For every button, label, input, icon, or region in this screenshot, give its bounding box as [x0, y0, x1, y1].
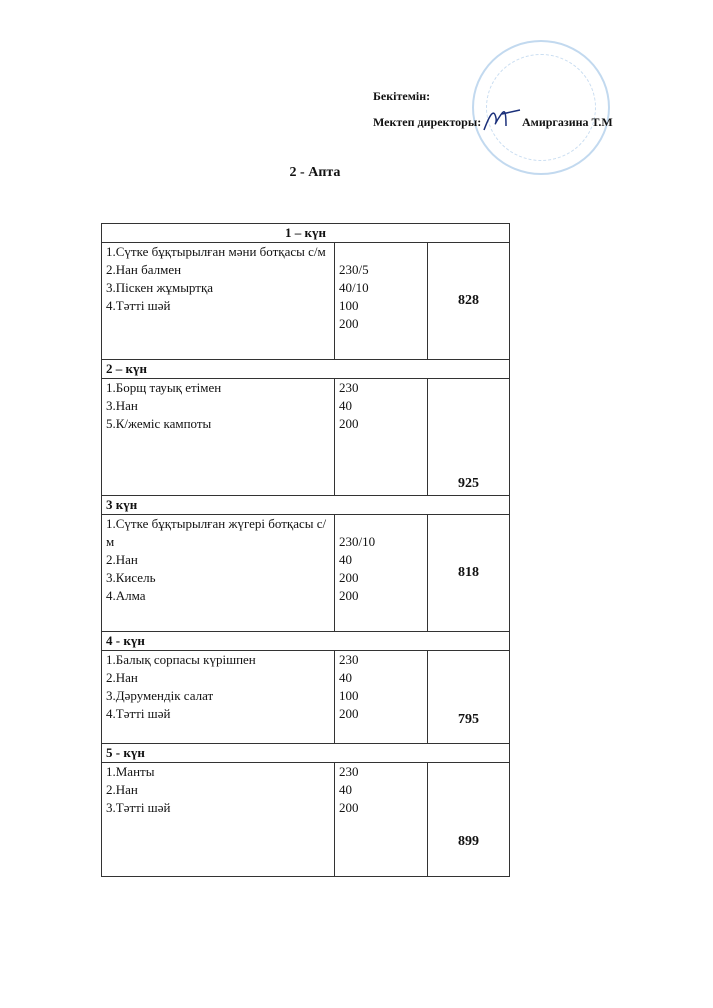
calories-value: 925 — [428, 379, 510, 496]
weights-cell — [335, 379, 428, 496]
day-header-row — [102, 632, 510, 651]
day-menu-row — [102, 515, 510, 632]
menu-item: 3.Тәтті шәй — [106, 800, 171, 815]
week-title: 2 - Апта — [289, 165, 341, 180]
calories-value: 899 — [428, 763, 510, 877]
day-header-row — [102, 744, 510, 763]
item-weight: 230 — [339, 764, 359, 779]
menu-item: 3.Кисель — [106, 570, 156, 585]
menu-items-cell — [102, 651, 335, 744]
day-title: 2 – күн — [102, 360, 510, 379]
item-weight: 230 — [339, 380, 359, 395]
calories-value: 818 — [428, 515, 510, 632]
item-weight: 200 — [339, 416, 359, 431]
day-header-row — [102, 496, 510, 515]
item-weight: 230/10 — [339, 534, 376, 549]
menu-item: 2.Нан — [106, 552, 138, 567]
menu-item: 3.Нан — [106, 398, 138, 413]
item-weight: 200 — [339, 800, 359, 815]
day-title: 1 – күн — [102, 224, 510, 243]
menu-item: 3.Піскен жұмыртқа — [106, 280, 214, 295]
menu-item: 1.Сүтке бұқтырылған мәни ботқасы с/м — [106, 244, 326, 259]
menu-item: 4.Тәтті шәй — [106, 706, 171, 721]
item-weight: 40/10 — [339, 280, 369, 295]
item-weight: 100 — [339, 688, 359, 703]
weights-cell — [335, 763, 428, 877]
day-menu-row — [102, 379, 510, 496]
day-menu-row — [102, 243, 510, 360]
day-title: 3 күн — [102, 496, 510, 515]
approved-label: Бекітемін: — [373, 89, 431, 103]
calories-value: 828 — [428, 243, 510, 360]
item-weight: 40 — [339, 398, 352, 413]
director-name: Амиргазина Т.М — [522, 115, 613, 129]
weights-cell — [335, 243, 428, 360]
menu-items-cell — [102, 243, 335, 360]
day-header-row — [102, 360, 510, 379]
menu-item: 1.Сүтке бұқтырылған жүгері ботқасы с/м — [106, 516, 327, 549]
day-title: 4 - күн — [102, 632, 510, 651]
menu-item: 1.Балық сорпасы күрішпен — [106, 652, 256, 667]
day-menu-row — [102, 763, 510, 877]
menu-item: 1.Манты — [106, 764, 155, 779]
director-label: Мектеп директоры: — [373, 115, 482, 129]
day-menu-row — [102, 651, 510, 744]
menu-item: 3.Дәрумендік салат — [106, 688, 214, 703]
menu-item: 1.Борщ тауық етімен — [106, 380, 222, 395]
calories-value: 795 — [428, 651, 510, 744]
menu-item: 4.Алма — [106, 588, 146, 603]
menu-item: 4.Тәтті шәй — [106, 298, 171, 313]
menu-items-cell — [102, 379, 335, 496]
item-weight: 40 — [339, 552, 352, 567]
item-weight: 40 — [339, 782, 352, 797]
item-weight: 200 — [339, 570, 359, 585]
item-weight: 40 — [339, 670, 352, 685]
menu-item: 2.Нан балмен — [106, 262, 182, 277]
menu-item: 2.Нан — [106, 782, 138, 797]
item-weight: 100 — [339, 298, 359, 313]
director-signature — [482, 104, 522, 134]
menu-items-cell — [102, 515, 335, 632]
menu-item: 5.К/жеміс кампоты — [106, 416, 212, 431]
item-weight: 230 — [339, 652, 359, 667]
menu-item: 2.Нан — [106, 670, 138, 685]
menu-items-cell — [102, 763, 335, 877]
menu-table — [101, 223, 510, 877]
weights-cell — [335, 515, 428, 632]
weights-cell — [335, 651, 428, 744]
item-weight: 200 — [339, 706, 359, 721]
item-weight: 200 — [339, 588, 359, 603]
day-title: 5 - күн — [102, 744, 510, 763]
day-header-row — [102, 224, 510, 243]
item-weight: 230/5 — [339, 262, 369, 277]
item-weight: 200 — [339, 316, 359, 331]
